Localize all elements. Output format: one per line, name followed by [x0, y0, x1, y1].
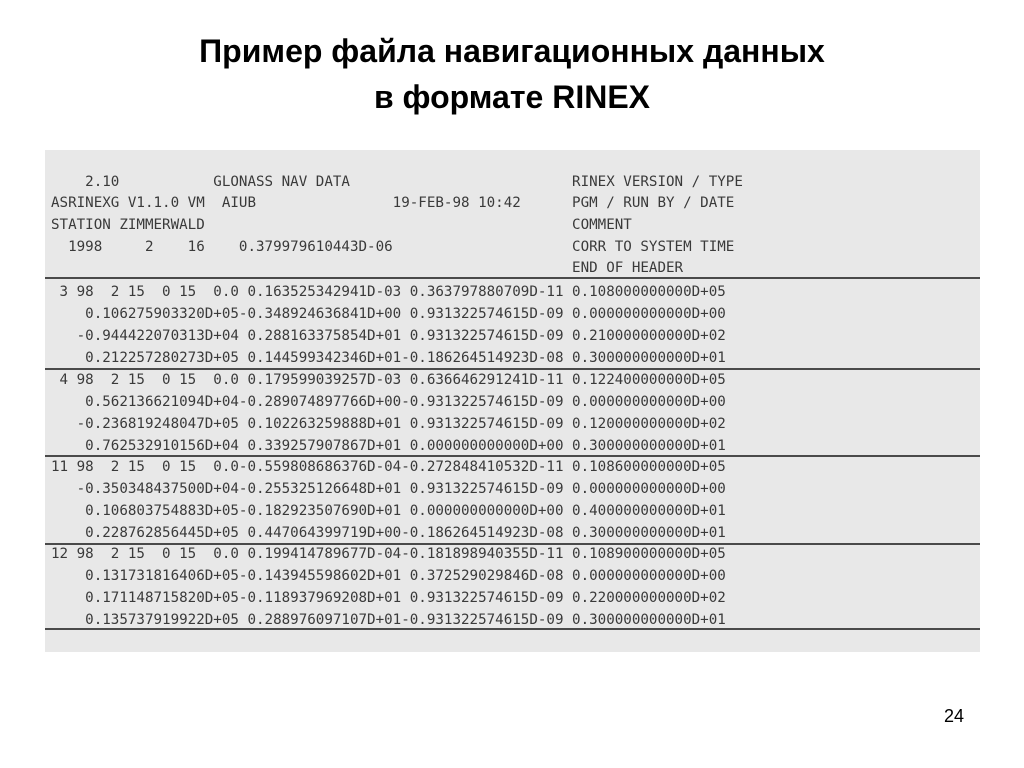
record-line: 0.562136621094D+04-0.289074897766D+00-0.931322574615D-09 0.000000000000D+00	[51, 394, 726, 410]
record-line: 0.135737919922D+05 0.288976097107D+01-0.931322574615D-09 0.300000000000D+01	[51, 612, 726, 628]
record-line: 0.106803754883D+05-0.182923507690D+01 0.000000000000D+00 0.400000000000D+01	[51, 503, 726, 519]
record-line: 0.762532910156D+04 0.339257907867D+01 0.000000000000D+00 0.300000000000D+01	[51, 438, 726, 454]
rinex-file-listing	[45, 150, 980, 652]
record-line: 3 98 2 15 0 15 0.0 0.163525342941D-03 0.363797880709D-11 0.108000000000D+05	[51, 284, 726, 300]
record-line: 12 98 2 15 0 15 0.0 0.199414789677D-04-0.181898940355D-11 0.108900000000D+05	[51, 546, 726, 562]
rinex-header-line: END OF HEADER	[51, 260, 684, 276]
rinex-header-line: ASRINEXG V1.1.0 VM AIUB 19-FEB-98 10:42 PGM / RUN BY / DATE	[51, 195, 735, 211]
record-line: -0.350348437500D+04-0.255325126648D+01 0.931322574615D-09 0.000000000000D+00	[51, 481, 726, 497]
record-line: 0.106275903320D+05-0.348924636841D+00 0.931322574615D-09 0.000000000000D+00	[51, 306, 726, 322]
record-line: -0.236819248047D+05 0.102263259888D+01 0.931322574615D-09 0.120000000000D+02	[51, 416, 726, 432]
page-number: 24	[943, 706, 964, 726]
rinex-header-line: 2.10 GLONASS NAV DATA RINEX VERSION / TYPE	[51, 174, 743, 190]
slide-title	[0, 28, 1024, 120]
record-line: 0.228762856445D+05 0.447064399719D+00-0.186264514923D-08 0.300000000000D+01	[51, 525, 726, 541]
rinex-header-line: STATION ZIMMERWALD COMMENT	[51, 217, 632, 233]
record-line: 4 98 2 15 0 15 0.0 0.179599039257D-03 0.636646291241D-11 0.122400000000D+05	[51, 372, 726, 388]
record-divider	[45, 277, 980, 279]
slide-title-line-1: Пример файла навигационных данных	[199, 33, 825, 69]
record-line: -0.944422070313D+04 0.288163375854D+01 0.931322574615D-09 0.210000000000D+02	[51, 328, 726, 344]
record-line: 0.171148715820D+05-0.118937969208D+01 0.931322574615D-09 0.220000000000D+02	[51, 590, 726, 606]
record-line: 0.212257280273D+05 0.144599342346D+01-0.186264514923D-08 0.300000000000D+01	[51, 350, 726, 366]
slide-title-line-2: в формате RINEX	[373, 79, 650, 115]
record-divider	[45, 628, 980, 630]
record-line: 0.131731816406D+05-0.143945598602D+01 0.372529029846D-08 0.000000000000D+00	[51, 568, 726, 584]
record-line: 11 98 2 15 0 15 0.0-0.559808686376D-04-0.272848410532D-11 0.108600000000D+05	[51, 459, 726, 475]
rinex-header-line: 1998 2 16 0.379979610443D-06 CORR TO SYSTEM TIME	[51, 239, 735, 255]
